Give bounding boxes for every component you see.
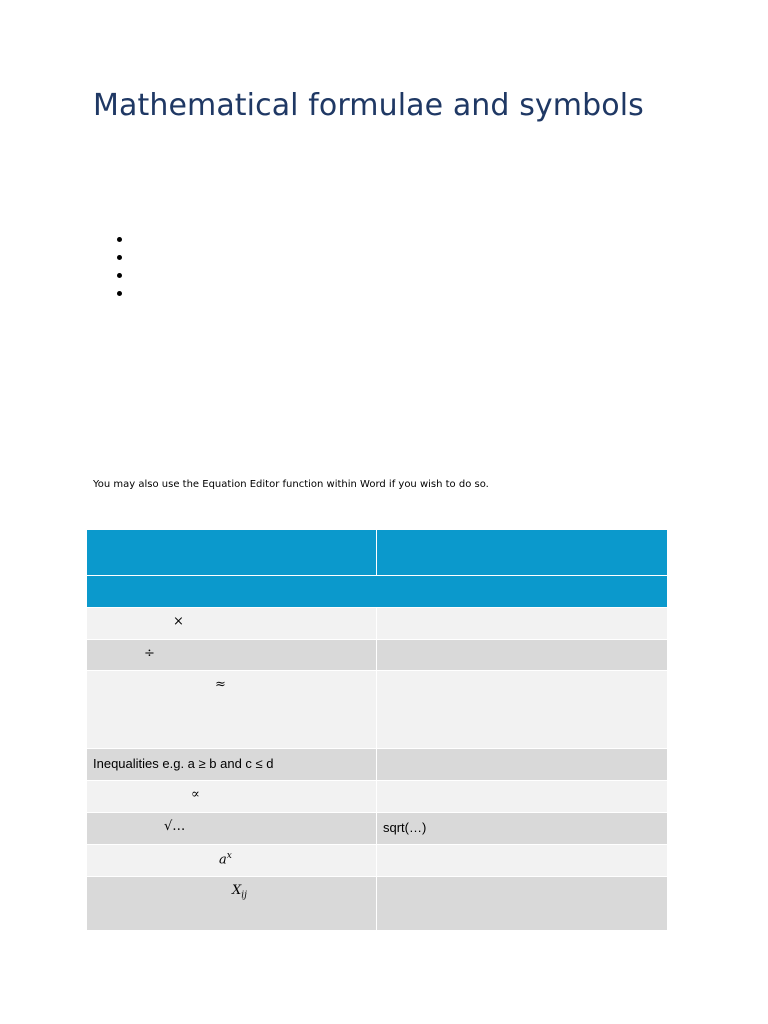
text-cell (377, 671, 667, 748)
sqrt-text: sqrt(…) (383, 820, 427, 835)
symbol-cell (87, 781, 377, 812)
table-header-cell (87, 530, 377, 575)
page-title: Mathematical formulae and symbols (93, 88, 644, 123)
square-root-symbol: √… (164, 819, 186, 834)
bullet-icon (117, 237, 122, 242)
table-row (87, 877, 667, 931)
bullet-icon (117, 255, 122, 260)
table-row (87, 781, 667, 813)
power-exponent: x (226, 851, 232, 861)
symbol-cell (87, 845, 377, 876)
table-row (87, 845, 667, 877)
table-row (87, 640, 667, 671)
symbol-cell (87, 877, 377, 930)
table-row (87, 671, 667, 749)
table-row (87, 749, 667, 781)
proportional-symbol: ∝ (191, 787, 200, 802)
label-cell (87, 749, 377, 780)
table-row (87, 813, 667, 845)
multiplication-symbol: × (173, 614, 184, 629)
bullet-icon (117, 273, 122, 278)
division-symbol: ÷ (144, 646, 155, 661)
subscript-base: X (232, 883, 242, 898)
subscript-index: ij (241, 890, 247, 901)
symbol-cell (87, 640, 377, 670)
approx-symbol: ≈ (215, 677, 226, 692)
table-section-row (87, 576, 667, 608)
symbol-cell (87, 813, 377, 844)
text-cell (377, 781, 667, 812)
symbol-cell (87, 608, 377, 639)
bullet-icon (117, 291, 122, 296)
text-cell (377, 640, 667, 670)
text-cell (377, 813, 667, 844)
symbols-table (87, 530, 667, 931)
table-header-row (87, 530, 667, 576)
text-cell (377, 608, 667, 639)
table-header-cell (377, 530, 667, 575)
text-cell (377, 845, 667, 876)
power-base: a (219, 852, 227, 868)
table-row (87, 608, 667, 640)
inequalities-label: Inequalities e.g. a ≥ b and c ≤ d (93, 756, 274, 771)
subscript-symbol (232, 883, 247, 901)
symbol-cell (87, 671, 377, 748)
power-symbol (219, 851, 232, 867)
equation-editor-note: You may also use the Equation Editor function within Word if you wish to do so. (93, 479, 489, 490)
text-cell (377, 749, 667, 780)
text-cell (377, 877, 667, 930)
